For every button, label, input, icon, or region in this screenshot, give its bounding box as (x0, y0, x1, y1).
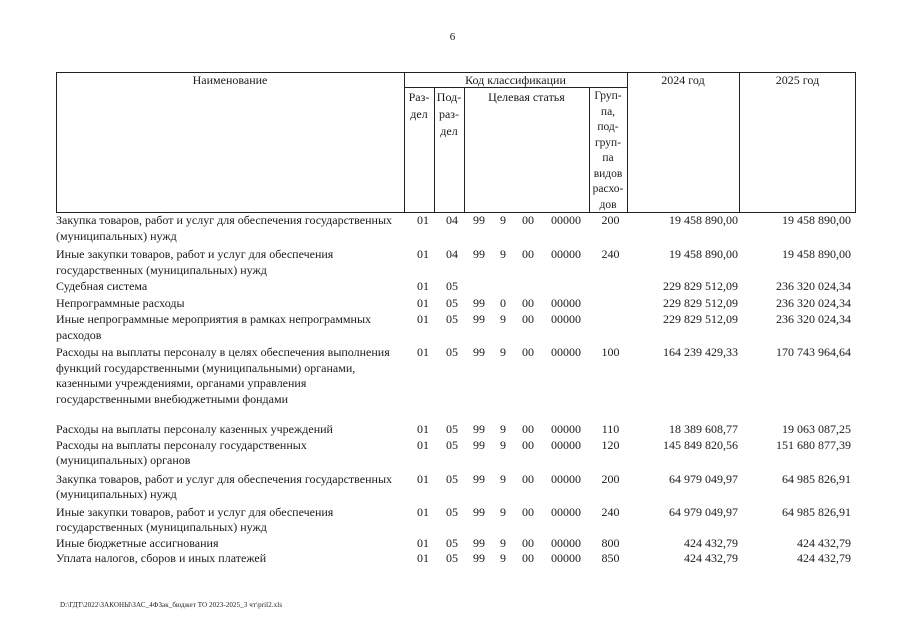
cell-razdel: 01 (417, 422, 429, 436)
cell-value-2024: 64 979 049,97 (669, 504, 738, 519)
cell-value-2025: 236 320 024,34 (776, 279, 851, 293)
cell-podrazdel: 05 (446, 471, 458, 486)
cell-target-direction: 00 (522, 422, 534, 436)
header-target: Целевая статья (488, 90, 565, 104)
cell-value-2024: 19 458 890,00 (669, 247, 738, 261)
cell-target-subprogram: 9 (500, 312, 506, 326)
cell-target-direction: 00 (522, 312, 534, 326)
table-row (56, 536, 856, 552)
cell-target-direction: 00 (522, 213, 534, 227)
cell-razdel: 01 (417, 504, 429, 519)
cell-name: Иные закупки товаров, работ и услуг для обеспечения государственных (муниципальных) нужд (56, 247, 334, 277)
cell-name: Иные бюджетные ассигнования (56, 535, 219, 550)
table-row (56, 551, 856, 567)
header-year-2025: 2025 год (775, 73, 820, 87)
cell-podrazdel: 04 (446, 247, 458, 261)
cell-expense-group: 120 (601, 437, 620, 452)
cell-target-subprogram: 9 (500, 422, 506, 436)
cell-value-2024: 164 239 429,33 (663, 345, 738, 359)
cell-target-direction: 00 (522, 295, 534, 310)
cell-value-2024: 64 979 049,97 (669, 471, 738, 486)
cell-podrazdel: 05 (446, 422, 458, 436)
header-line (855, 72, 856, 213)
header-podrazdel: Под- раз- дел (436, 90, 462, 138)
cell-podrazdel: 05 (446, 437, 458, 452)
cell-razdel: 01 (417, 312, 429, 326)
table-row (56, 505, 856, 536)
cell-target-subprogram: 9 (500, 535, 506, 550)
cell-name: Закупка товаров, работ и услуг для обеспечения государственных (муниципальных) нужд (56, 213, 393, 243)
cell-target-program: 99 (473, 312, 485, 326)
footer-file-path: D:\ГДТ\2022\ЗАКОНЫ\ЗАС_4ФЗак_бюджет ТО 2023-2025_3 чт\pril2.xls (60, 601, 283, 609)
cell-target-program: 99 (473, 471, 485, 486)
cell-name: Расходы на выплаты персоналу в целях обеспечения выполнения функций государственными (муниципальными) органами, казенными учреждениями, органами управления государственными внебюджетными фондами (56, 345, 390, 406)
cell-value-2025: 236 320 024,34 (776, 295, 851, 310)
table-row (56, 312, 856, 343)
table-row (56, 345, 856, 407)
cell-name: Закупка товаров, работ и услуг для обеспечения государственных (муниципальных) нужд (56, 471, 393, 501)
cell-razdel: 01 (417, 279, 429, 293)
cell-podrazdel: 05 (446, 535, 458, 550)
cell-target-subprogram: 0 (500, 295, 506, 310)
table-body (56, 213, 856, 567)
cell-value-2025: 64 985 826,91 (782, 471, 851, 486)
cell-target-direction: 00 (522, 345, 534, 359)
cell-target-subprogram: 9 (500, 345, 506, 359)
cell-name: Уплата налогов, сборов и иных платежей (56, 551, 267, 565)
cell-value-2024: 19 458 890,00 (669, 213, 738, 227)
cell-value-2025: 236 320 024,34 (776, 312, 851, 326)
header-line (56, 72, 57, 213)
cell-value-2024: 229 829 512,09 (663, 279, 738, 293)
cell-target-program: 99 (473, 535, 485, 550)
cell-target-subprogram: 9 (500, 247, 506, 261)
table-row (56, 247, 856, 278)
header-name: Наименование (192, 73, 268, 87)
cell-target-program: 99 (473, 247, 485, 261)
header-code: Код классификации (465, 73, 566, 87)
cell-podrazdel: 05 (446, 312, 458, 326)
table-row (56, 422, 856, 438)
cell-razdel: 01 (417, 535, 429, 550)
page-number: 6 (449, 31, 456, 43)
cell-target-code: 00000 (551, 504, 581, 519)
cell-target-subprogram: 9 (500, 471, 506, 486)
cell-target-subprogram: 9 (500, 437, 506, 452)
cell-name: Расходы на выплаты персоналу государственных (муниципальных) органов (56, 437, 307, 467)
cell-expense-group: 100 (601, 345, 620, 359)
cell-target-code: 00000 (551, 471, 581, 486)
cell-podrazdel: 04 (446, 213, 458, 227)
cell-podrazdel: 05 (446, 504, 458, 519)
cell-razdel: 01 (417, 471, 429, 486)
cell-target-subprogram: 9 (500, 213, 506, 227)
cell-razdel: 01 (417, 247, 429, 261)
header-group: Груп- па, под- груп- па видов расхо- дов (592, 90, 624, 211)
cell-target-program: 99 (473, 551, 485, 565)
cell-target-code: 00000 (551, 551, 581, 565)
cell-expense-group: 800 (601, 535, 620, 550)
cell-target-program: 99 (473, 295, 485, 310)
cell-podrazdel: 05 (446, 551, 458, 565)
cell-target-program: 99 (473, 504, 485, 519)
cell-expense-group: 240 (601, 247, 620, 261)
cell-target-program: 99 (473, 437, 485, 452)
cell-target-direction: 00 (522, 551, 534, 565)
cell-target-direction: 00 (522, 471, 534, 486)
header-year-2024: 2024 год (661, 73, 705, 87)
table-row (56, 438, 856, 469)
cell-name: Иные непрограммные мероприятия в рамках непрограммных расходов (56, 312, 372, 342)
table-row (56, 213, 856, 244)
cell-value-2025: 19 458 890,00 (782, 247, 851, 261)
cell-target-code: 00000 (551, 345, 581, 359)
header-line (739, 72, 740, 213)
cell-value-2025: 19 063 087,25 (782, 422, 851, 436)
table-header (56, 72, 856, 213)
table-row (56, 296, 856, 312)
cell-value-2024: 424 432,79 (684, 551, 738, 565)
cell-podrazdel: 05 (446, 279, 458, 293)
cell-target-direction: 00 (522, 437, 534, 452)
cell-value-2025: 151 680 877,39 (776, 437, 851, 452)
cell-target-code: 00000 (551, 422, 581, 436)
cell-value-2025: 170 743 964,64 (776, 345, 851, 359)
cell-target-code: 00000 (551, 247, 581, 261)
cell-razdel: 01 (417, 295, 429, 310)
cell-target-code: 00000 (551, 535, 581, 550)
table-row (56, 472, 856, 503)
cell-target-direction: 00 (522, 504, 534, 519)
cell-razdel: 01 (417, 213, 429, 227)
cell-value-2024: 229 829 512,09 (663, 312, 738, 326)
cell-value-2024: 229 829 512,09 (663, 295, 738, 310)
cell-razdel: 01 (417, 437, 429, 452)
cell-target-code: 00000 (551, 213, 581, 227)
cell-target-program: 99 (473, 213, 485, 227)
cell-expense-group: 200 (601, 213, 620, 227)
cell-value-2024: 424 432,79 (684, 535, 738, 550)
cell-target-program: 99 (473, 345, 485, 359)
cell-razdel: 01 (417, 345, 429, 359)
cell-target-program: 99 (473, 422, 485, 436)
cell-target-subprogram: 9 (500, 504, 506, 519)
cell-name: Непрограммные расходы (56, 295, 185, 310)
cell-expense-group: 850 (601, 551, 620, 565)
cell-target-direction: 00 (522, 247, 534, 261)
cell-value-2025: 424 432,79 (797, 535, 851, 550)
cell-target-subprogram: 9 (500, 551, 506, 565)
cell-expense-group: 200 (601, 471, 620, 486)
header-razdel: Раз- дел (408, 90, 430, 121)
cell-target-direction: 00 (522, 535, 534, 550)
cell-value-2025: 19 458 890,00 (782, 213, 851, 227)
cell-razdel: 01 (417, 551, 429, 565)
cell-name: Иные закупки товаров, работ и услуг для обеспечения государственных (муниципальных) нужд (56, 504, 334, 534)
cell-value-2025: 424 432,79 (797, 551, 851, 565)
cell-target-code: 00000 (551, 312, 581, 326)
cell-podrazdel: 05 (446, 295, 458, 310)
cell-value-2024: 145 849 820,56 (663, 437, 738, 452)
header-line (627, 72, 628, 213)
cell-podrazdel: 05 (446, 345, 458, 359)
cell-target-code: 00000 (551, 295, 581, 310)
cell-expense-group: 240 (601, 504, 620, 519)
cell-value-2024: 18 389 608,77 (669, 422, 738, 436)
cell-target-code: 00000 (551, 437, 581, 452)
cell-name: Судебная система (56, 279, 148, 293)
cell-expense-group: 110 (601, 422, 620, 436)
cell-name: Расходы на выплаты персоналу казенных учреждений (56, 422, 333, 436)
table-row (56, 279, 856, 295)
cell-value-2025: 64 985 826,91 (782, 504, 851, 519)
